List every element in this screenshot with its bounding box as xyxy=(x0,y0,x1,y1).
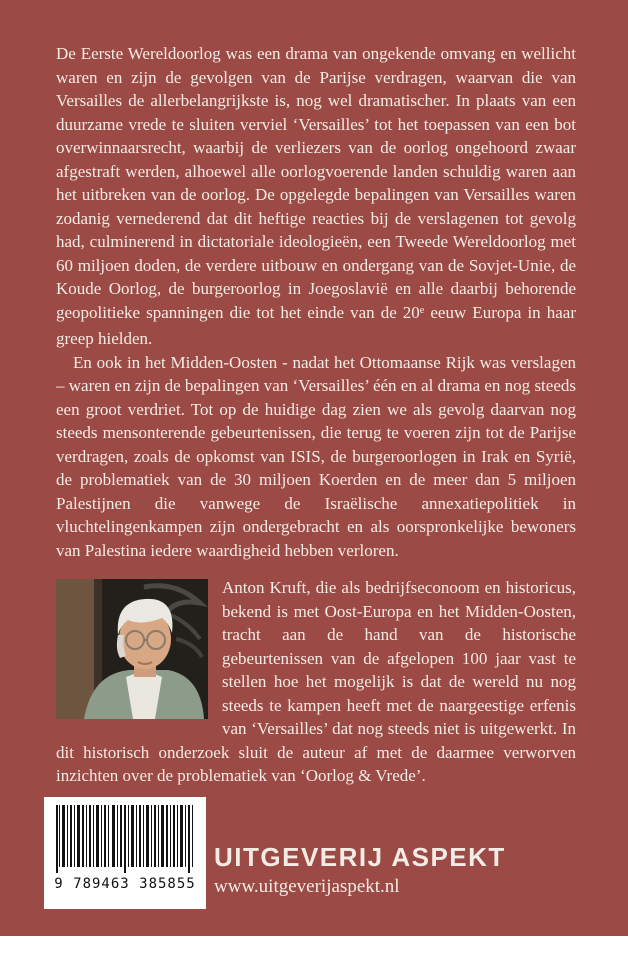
isbn-number: 9 789463 385855 xyxy=(54,876,196,892)
cover-text-block xyxy=(56,42,576,788)
bottom-white-strip xyxy=(0,936,628,960)
barcode-bars-icon xyxy=(52,805,198,873)
publisher-website: www.uitgeverijaspekt.nl xyxy=(214,876,400,897)
synopsis-paragraph-1-text: De Eerste Wereldoorlog was een drama van ongekende omvang en wellicht waren en zijn de gevolgen van de Parijse verdragen, waarvan die van Versailles de allerbelangrijkste is, nog wel dramatischer. In plaats van een duurzame vrede te sluiten verviel ‘Versailles’ tot het toepassen van een bot overwinnaarsrecht, waarbij de verliezers van de oorlog ongehoord zwaar afgestraft werden, alhoewel alle oorlogvoerende landen schuldig waren aan het uitbreken van de oorlog. De opgelegde bepalingen van Versailles waren zodanig vernederend dat dit heftige reacties bij de verslagenen tot gevolg had, culminerend in dictatoriale ideologieën, een Tweede Wereldoorlog met 60 miljoen doden, de verdere uitbouw en ondergang van de Sovjet-Unie, de Koude Oorlog, de burgeroorlog in Joegoslavië en alle daarbij behorende geopolitieke spanningen die tot het einde van de 20 xyxy=(56,44,576,322)
synopsis-paragraph-2: En ook in het Midden-Oosten - nadat het Ottomaanse Rijk was verslagen – waren en zijn de bepalingen van ‘Versailles’ één en al drama en nog steeds een groot verdriet. Tot op de huidige dag zien we als gevolg daarvan nog steeds mensonterende gebeurtenissen, die terug te voeren zijn tot de Parijse verdragen, zoals de opkomst van ISIS, de burgeroorlogen in Irak en Syrië, de problematiek van de 30 miljoen Koerden en de meer dan 5 miljoen Palestijnen die vanwege de Israëlische annexatiepolitiek in vluchtelingenkampen zijn ondergebracht en als oorspronkelijke bewoners van Palestina iedere waardigheid hebben verloren. xyxy=(56,352,576,560)
synopsis-paragraph-1 xyxy=(56,42,576,351)
publisher-block xyxy=(214,842,506,898)
author-section xyxy=(56,576,576,788)
barcode xyxy=(44,797,206,909)
publisher-logo: UITGEVERIJ ASPEKT xyxy=(214,842,506,872)
superscript-e: e xyxy=(419,304,425,316)
synopsis-paragraph-1-end: eeuw Europa in haar greep hielden. xyxy=(56,302,576,348)
author-photo xyxy=(56,579,208,719)
author-bio: Anton Kruft, die als bedrijfseconoom en historicus, bekend is met Oost-Europa en het Midden-Oosten, tracht aan de hand van de historische gebeurtenissen van de afgelopen 100 jaar vast te stellen hoe het mogelijk is dat de wereld nu nog steeds te kampen heeft met de naargeestige erfenis van ‘Versailles’ dat nog steeds niet is uitgewerkt. In dit historisch onderzoek sluit de auteur af met de daarmee verworven inzichten over de problematiek van ‘Oorlog & Vrede’. xyxy=(56,578,576,785)
